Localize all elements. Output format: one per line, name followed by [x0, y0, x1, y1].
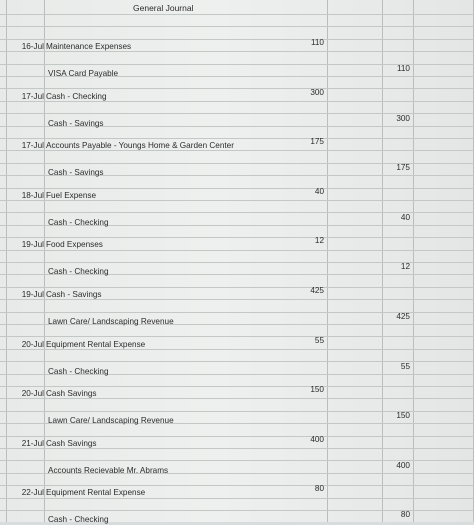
journal-title: General Journal	[133, 3, 194, 13]
credit-account: Cash - Checking	[48, 267, 109, 276]
grid-line	[382, 0, 383, 522]
entry-date: 17-Jul	[21, 92, 44, 101]
debit-account: Maintenance Expenses	[46, 42, 132, 51]
credit-account: Lawn Care/ Landscaping Revenue	[48, 416, 174, 425]
debit-account: Accounts Payable - Youngs Home & Garden Center	[46, 141, 234, 150]
debit-amount: 55	[314, 336, 324, 345]
grid-line	[0, 436, 474, 437]
credit-account: Lawn Care/ Landscaping Revenue	[48, 317, 174, 326]
debit-amount: 400	[310, 435, 324, 444]
debit-amount: 425	[310, 286, 324, 295]
debit-amount: 175	[310, 137, 324, 146]
credit-account: Cash - Checking	[48, 515, 109, 524]
credit-amount: 40	[400, 213, 410, 222]
debit-amount: 150	[310, 385, 324, 394]
credit-amount: 110	[396, 64, 410, 73]
credit-account: Cash - Savings	[48, 119, 104, 128]
debit-account: Equipment Rental Expense	[46, 340, 146, 349]
grid-line	[0, 26, 474, 27]
grid-line	[413, 0, 414, 522]
entry-date: 19-Jul	[21, 240, 44, 249]
debit-account: Cash - Savings	[46, 290, 102, 299]
debit-account: Equipment Rental Expense	[46, 488, 146, 497]
grid-line	[0, 188, 474, 189]
grid-line	[0, 336, 474, 337]
entry-date: 20-Jul	[21, 340, 44, 349]
credit-account: Accounts Recievable Mr. Abrams	[48, 466, 169, 475]
grid-line	[327, 0, 328, 522]
grid-line	[0, 250, 474, 251]
debit-account: Cash Savings	[46, 439, 97, 448]
grid-line	[0, 14, 474, 15]
credit-amount: 12	[400, 262, 410, 271]
credit-account: VISA Card Payable	[48, 69, 119, 78]
entry-date: 19-Jul	[21, 290, 44, 299]
debit-amount: 12	[314, 236, 324, 245]
debit-account: Fuel Expense	[46, 191, 97, 200]
entry-date: 16-Jul	[21, 42, 44, 51]
credit-amount: 175	[396, 163, 410, 172]
grid-line	[0, 485, 474, 486]
grid-line	[0, 88, 474, 89]
grid-line	[0, 138, 474, 139]
entry-date: 18-Jul	[21, 191, 44, 200]
debit-amount: 300	[310, 88, 324, 97]
credit-account: Cash - Checking	[48, 367, 109, 376]
credit-amount: 150	[396, 411, 410, 420]
debit-account: Food Expenses	[46, 240, 103, 249]
entry-date: 21-Jul	[21, 439, 44, 448]
debit-account: Cash - Checking	[46, 92, 107, 101]
grid-line	[0, 237, 474, 238]
credit-amount: 80	[400, 510, 410, 519]
credit-account: Cash - Savings	[48, 168, 104, 177]
grid-line	[0, 386, 474, 387]
credit-amount: 425	[396, 312, 410, 321]
entry-date: 17-Jul	[21, 141, 44, 150]
entry-date: 20-Jul	[21, 389, 44, 398]
entry-date: 22-Jul	[21, 488, 44, 497]
grid-line	[0, 498, 474, 499]
debit-amount: 110	[310, 38, 324, 47]
credit-amount: 400	[396, 461, 410, 470]
credit-account: Cash - Checking	[48, 218, 109, 227]
grid-line	[0, 39, 474, 40]
debit-amount: 80	[314, 484, 324, 493]
grid-line	[0, 287, 474, 288]
credit-amount: 300	[396, 114, 410, 123]
debit-account: Cash Savings	[46, 389, 97, 398]
debit-amount: 40	[314, 187, 324, 196]
credit-amount: 55	[400, 362, 410, 371]
grid-line	[44, 0, 45, 522]
